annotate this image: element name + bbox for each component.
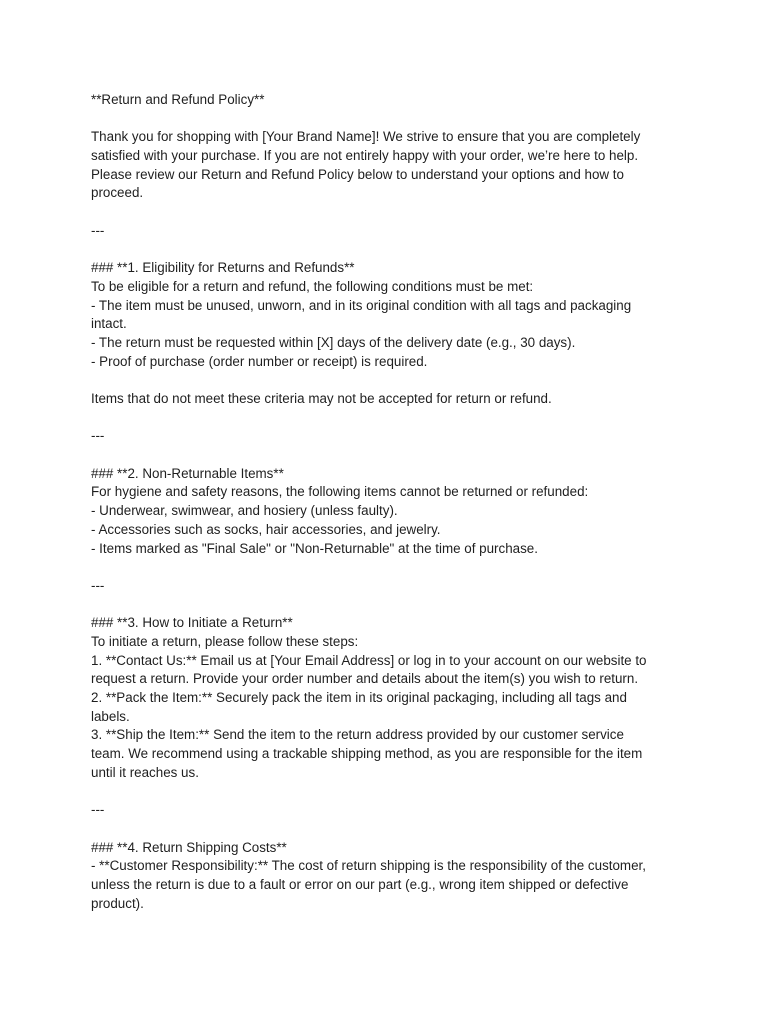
section-note: Items that do not meet these criteria may not be accepted for return or refund. <box>91 391 552 406</box>
section-line: 3. **Ship the Item:** Send the item to the return address provided by our customer service <box>91 727 624 743</box>
section-initiate-return <box>91 614 681 782</box>
section-heading: ### **2. Non-Returnable Items** <box>91 465 284 481</box>
intro-line: Thank you for shopping with [Your Brand Name]! We strive to ensure that you are completely <box>91 129 641 145</box>
section-line: request a return. Provide your order number and details about the item(s) you wish to return. <box>91 671 639 687</box>
document-title: **Return and Refund Policy** <box>91 92 265 107</box>
spacer <box>91 409 681 428</box>
intro-line: proceed. <box>91 185 144 201</box>
section-line: For hygiene and safety reasons, the following items cannot be returned or refunded: <box>91 484 589 500</box>
section-divider: --- <box>91 428 105 444</box>
section-line: To initiate a return, please follow these steps: <box>91 633 359 649</box>
policy-text <box>91 91 681 913</box>
spacer <box>91 110 681 129</box>
spacer <box>91 446 681 465</box>
section-line: - Items marked as "Final Sale" or "Non-Returnable" at the time of purchase. <box>91 540 538 556</box>
section-line: - Accessories such as socks, hair accessories, and jewelry. <box>91 521 441 537</box>
section-divider: --- <box>91 222 105 238</box>
section-line: product). <box>91 895 144 911</box>
spacer <box>91 203 681 222</box>
spacer <box>91 596 681 615</box>
section-eligibility <box>91 259 681 409</box>
section-heading: ### **1. Eligibility for Returns and Refunds** <box>91 260 355 276</box>
section-line: - Proof of purchase (order number or receipt) is required. <box>91 353 428 369</box>
spacer <box>91 371 681 390</box>
section-line: - The item must be unused, unworn, and in its original condition with all tags and packaging <box>91 297 632 313</box>
section-line: team. We recommend using a trackable shipping method, as you are responsible for the item <box>91 746 643 762</box>
section-divider: --- <box>91 577 105 593</box>
section-heading: ### **4. Return Shipping Costs** <box>91 839 287 855</box>
intro-line: Please review our Return and Refund Policy below to understand your options and how to <box>91 166 624 182</box>
section-line: unless the return is due to a fault or error on our part (e.g., wrong item shipped or defective <box>91 876 629 892</box>
section-shipping-costs <box>91 839 681 914</box>
section-line: - The return must be requested within [X] days of the delivery date (e.g., 30 days). <box>91 334 576 350</box>
section-line: intact. <box>91 316 127 332</box>
spacer <box>91 558 681 577</box>
section-line: labels. <box>91 708 130 724</box>
section-line: 1. **Contact Us:** Email us at [Your Email Address] or log in to your account on our website to <box>91 652 647 668</box>
intro-line: satisfied with your purchase. If you are not entirely happy with your order, we’re here to help. <box>91 148 639 164</box>
spacer <box>91 241 681 260</box>
intro-paragraph <box>91 128 681 203</box>
spacer <box>91 782 681 801</box>
section-line: To be eligible for a return and refund, the following conditions must be met: <box>91 278 534 294</box>
spacer <box>91 820 681 839</box>
section-line: until it reaches us. <box>91 764 199 780</box>
section-non-returnable <box>91 465 681 558</box>
section-heading: ### **3. How to Initiate a Return** <box>91 615 293 631</box>
section-line: - Underwear, swimwear, and hosiery (unless faulty). <box>91 503 398 519</box>
section-line: 2. **Pack the Item:** Securely pack the item in its original packaging, including all tags and <box>91 690 627 705</box>
section-line: - **Customer Responsibility:** The cost of return shipping is the responsibility of the customer, <box>91 858 646 874</box>
section-divider: --- <box>91 802 105 818</box>
